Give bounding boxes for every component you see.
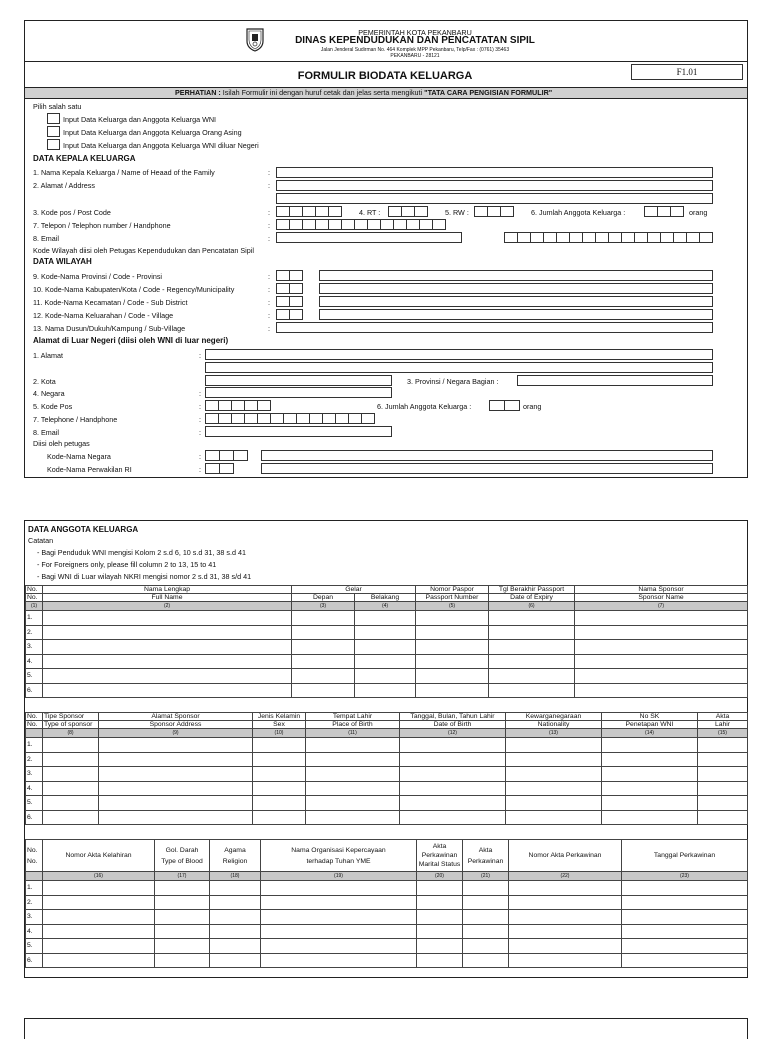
table-row[interactable]: 3. <box>26 640 748 655</box>
kepala-email-label: 8. Email <box>33 234 59 243</box>
table-row[interactable]: 1. <box>26 881 748 896</box>
kabupaten-label: 10. Kode-Nama Kabupaten/Kota / Code - Regency/Municipality <box>33 285 235 294</box>
form-page-3 <box>24 1018 748 1039</box>
col-gol-darah-header: Gol. Darah <box>165 846 199 854</box>
table-row[interactable]: 4. <box>26 924 748 939</box>
option-asing-label: Input Data Keluarga dan Anggota Keluarga Orang Asing <box>63 128 242 137</box>
note-wni-luar: - Bagi WNI di Luar wilayah NKRI mengisi nomor 2 s.d 31, 38 s/d 41 <box>37 572 252 581</box>
luar-alamat-label: 1. Alamat <box>33 351 63 360</box>
kepala-kodepos-input[interactable] <box>277 206 342 217</box>
luar-email-input[interactable] <box>205 426 392 437</box>
form-title: FORMULIR BIODATA KELUARGA <box>297 70 473 82</box>
kepala-alamat-input-2[interactable] <box>276 193 713 204</box>
col-gelar-header: Gelar <box>292 586 416 594</box>
kode-perwakilan-input[interactable] <box>261 463 713 474</box>
rt-label: 4. RT : <box>359 208 381 217</box>
petugas-label: Diisi oleh petugas <box>33 439 90 448</box>
col-tipe-sponsor-header: Tipe Sponsor <box>43 713 99 721</box>
office-address: Jalan Jenderal Sudirman No. 464 Komplek MPP Pekanbaru, Telp/Fax : (0761) 35463 <box>320 47 510 53</box>
col-nama-header: Nama Lengkap <box>43 586 292 594</box>
anggota-table-3: No. No. Nomor Akta Kelahiran Gol. Darah Type of Blood Agama Religion Nama Organisasi Kepercayaan terhadap Tuhan YME Akta Perkawinan Marital Status Akta Perkawinan Nomor Akta Perkawinan Tanggal Perkawinan (16) (17) (18) (19) (20) (21) (22) (23) 1. 2. 3. 4. 5. 6. <box>25 839 748 968</box>
col-belakang-header: Belakang <box>355 594 416 602</box>
kepala-alamat-input[interactable] <box>276 180 713 191</box>
kelurahan-code[interactable] <box>277 309 303 320</box>
provinsi-label: 9. Kode-Nama Provinsi / Code - Provinsi <box>33 272 163 281</box>
table-row[interactable]: 4. <box>26 654 748 669</box>
kode-negara-input[interactable] <box>261 450 713 461</box>
luar-jumlah-input[interactable] <box>490 400 520 411</box>
kepala-telepon-label: 7. Telepon / Telephon number / Handphone <box>33 221 171 230</box>
col-tanggal-lahir-header: Tanggal, Bulan, Tahun Lahir <box>400 713 506 721</box>
kode-perwakilan-code[interactable] <box>206 463 234 474</box>
luar-telepon-label: 7. Telephone / Handphone <box>33 415 118 424</box>
dusun-label: 13. Nama Dusun/Dukuh/Kampung / Sub-Village <box>33 324 186 333</box>
form-page-1: PEMERINTAH KOTA PEKANBARU DINAS KEPENDUDUKAN DAN PENCATATAN SIPIL Jalan Jenderal Sudirman No. 464 Komplek MPP Pekanbaru, Telp/Fax : (0761) 35463 PEKANBARU - 28121 F1.01 FORMULIR BIODATA KELUARGA PERHATIAN : Isilah Formulir ini dengan huruf cetak dan jelas serta mengikuti "TATA CARA PENGISIAN FORMULIR" Pilih salah satu Input Data Keluarga dan Anggota Keluarga WNI Input Data Keluarga dan Anggota Keluarga Orang Asing Input Data Keluarga dan Anggota Keluarga WNI diluar Negeri DATA KEPALA KELUARGA 1. Nama Kepala Keluarga / Name of Heaad of the Family : 2. Alamat / Address : 3. Kode pos / Post Code : 4. RT : 5. RW : 6. Jumlah Anggota Keluarga : orang 7. Telepon / Telephon number / Handphone : 8. Email : Kode Wilayah diisi oleh Petugas Kependudukan dan Pencatatan Sipil DATA WILAYAH 9. Kode-Nama Provinsi / Code - Provinsi : 10. Kode-Nama Kabupaten/Kota / Code - Regency/Municipality : 11. Kode-Nama Kecamatan / Code - Sub District : 12. Kode-Nama Keluarahan / Code - Village : 13. Nama Dusun/Dukuh/Kampung / Sub-Village : Alamat di Luar Negeri (diisi oleh WNI di luar negeri) 1. Alamat : 2. Kota 3. Provinsi / Negara Bagian : 4. Negara : 5. Kode Pos : 6. Jumlah Anggota Keluarga : orang 7. Telephone / Handphone : 8. Email : Diisi oleh petugas Kode-Nama Negara : Kode-Nama Perwakilan RI : <box>24 20 748 478</box>
kepala-nama-input[interactable] <box>276 167 713 178</box>
office-name: DINAS KEPENDUDUKAN DAN PENCATATAN SIPIL <box>295 35 535 46</box>
col-sponsor-header: Nama Sponsor <box>575 586 748 594</box>
gov-name: PEMERINTAH KOTA PEKANBARU <box>358 28 472 37</box>
col-agama-header: Agama <box>224 846 246 854</box>
luar-negara-input[interactable] <box>205 387 392 398</box>
luar-email-label: 8. Email <box>33 428 59 437</box>
kelurahan-label: 12. Kode-Nama Keluarahan / Code - Village <box>33 311 174 320</box>
rw-input[interactable] <box>475 206 514 217</box>
kepala-kode-input[interactable] <box>505 232 713 243</box>
kepala-alamat-label: 2. Alamat / Address <box>33 181 95 190</box>
table-row[interactable]: 6. <box>26 683 748 698</box>
col-tempat-lahir-header: Tempat Lahir <box>306 713 400 721</box>
luar-provinsi-input[interactable] <box>517 375 713 386</box>
luar-jumlah-unit: orang <box>523 402 542 411</box>
col-akta-lahir-header: Akta <box>698 713 748 721</box>
jumlah-label: 6. Jumlah Anggota Keluarga : <box>531 208 626 217</box>
rw-label: 5. RW : <box>445 208 469 217</box>
kepala-email-input[interactable] <box>276 232 462 243</box>
wilayah-heading: DATA WILAYAH <box>33 257 92 266</box>
kepala-heading: DATA KEPALA KELUARGA <box>33 154 136 163</box>
notice-label: PERHATIAN : <box>175 88 221 97</box>
kepala-telepon-input[interactable] <box>277 219 446 230</box>
kabupaten-input[interactable] <box>319 283 713 294</box>
kabupaten-code[interactable] <box>277 283 303 294</box>
col-no-header: No. <box>26 586 43 594</box>
col-akta-perkawinan-header: Akta <box>478 846 493 854</box>
col-organisasi-header: Nama Organisasi Kepercayaan <box>291 846 386 854</box>
table-row[interactable]: 5. <box>26 796 748 811</box>
luar-provinsi-label: 3. Provinsi / Negara Bagian : <box>407 377 499 386</box>
notice-text: Isilah Formulir ini dengan huruf cetak dan jelas serta mengikuti <box>220 88 425 97</box>
option-wni-label: Input Data Keluarga dan Anggota Keluarga WNI <box>63 115 217 124</box>
kelurahan-input[interactable] <box>319 309 713 320</box>
luar-jumlah-label: 6. Jumlah Anggota Keluarga : <box>377 402 472 411</box>
note-foreigner: - For Foreigners only, please fill column 2 to 13, 15 to 41 <box>37 560 217 569</box>
kecamatan-label: 11. Kode-Nama Kecamatan / Code - Sub District <box>33 298 188 307</box>
col-status-perkawinan-header: Akta <box>432 843 447 850</box>
col-akta-kelahiran-header: Nomor Akta Kelahiran <box>43 840 155 872</box>
option-wni-checkbox[interactable] <box>47 113 60 124</box>
luar-kodepos-input[interactable] <box>206 400 271 411</box>
anggota-table-2: No. Tipe Sponsor Alamat Sponsor Jenis Kelamin Tempat Lahir Tanggal, Bulan, Tahun Lahir Kewarganegaraan No SK Akta No. Type of sponsor Sponsor Address Sex Place of Birth Date of Birth Nationality Penetapan WNI Lahir (8) (9) (10) (11) (12) (13) (14) (15) 1. 2. 3. 4. 5. 6. <box>25 712 748 825</box>
anggota-table-1: No. Nama Lengkap Gelar Nomor Paspor Tgl Berakhir Passport Nama Sponsor No. Full Name Depan Belakang Passport Number Date of Expiry Sponsor Name (1) (2) (3) (4) (5) (6) (7) 1. 2. 3. 4. 5. 6. <box>25 585 748 698</box>
table-row[interactable]: 5. <box>26 669 748 684</box>
col-tgl-paspor-header: Tgl Berakhir Passport <box>489 586 575 594</box>
col-nomor-akta-perkawinan-header: Nomor Akta Perkawinan <box>509 840 622 872</box>
table-row[interactable]: 6. <box>26 953 748 968</box>
col-kewarganegaraan-header: Kewarganegaraan <box>506 713 602 721</box>
kepala-nama-label: 1. Nama Kepala Keluarga / Name of Heaad of the Family <box>33 168 215 177</box>
table-row[interactable]: 4. <box>26 781 748 796</box>
rt-input[interactable] <box>389 206 428 217</box>
col-depan-header: Depan <box>292 594 355 602</box>
luar-kodepos-label: 5. Kode Pos <box>33 402 73 411</box>
option-asing-checkbox[interactable] <box>47 126 60 137</box>
city-emblem-icon <box>245 26 265 52</box>
notice-bold: "TATA CARA PENGISIAN FORMULIR" <box>424 88 553 97</box>
luar-kota-label: 2. Kota <box>33 377 56 386</box>
notice-bar <box>25 87 747 99</box>
kode-negara-code[interactable] <box>206 450 248 461</box>
col-sk-header: No SK <box>602 713 698 721</box>
wilayah-note: Kode Wilayah diisi oleh Petugas Kependudukan dan Pencatatan Sipil <box>33 246 254 255</box>
col-paspor-header: Nomor Paspor <box>416 586 489 594</box>
choice-label: Pilih salah satu <box>33 102 82 111</box>
col-jenis-kelamin-header: Jenis Kelamin <box>253 713 306 721</box>
jumlah-unit: orang <box>689 208 708 217</box>
dusun-input[interactable] <box>276 322 713 333</box>
note-wni: - Bagi Penduduk WNI mengisi Kolom 2 s.d 6, 10 s.d 31, 38 s.d 41 <box>37 548 246 557</box>
option-luar-negeri-checkbox[interactable] <box>47 139 60 150</box>
form-code: F1.01 <box>631 64 743 80</box>
table-row[interactable]: 1. <box>26 738 748 753</box>
table-row[interactable]: 2. <box>26 752 748 767</box>
table-row[interactable]: 2. <box>26 625 748 640</box>
kode-perwakilan-label: Kode-Nama Perwakilan RI <box>47 465 132 474</box>
provinsi-code[interactable] <box>277 270 303 281</box>
anggota-heading: DATA ANGGOTA KELUARGA <box>28 525 139 534</box>
jumlah-input[interactable] <box>645 206 684 217</box>
luar-negara-label: 4. Negara <box>33 389 65 398</box>
kecamatan-code[interactable] <box>277 296 303 307</box>
table-row[interactable]: 6. <box>26 810 748 825</box>
table-row[interactable]: 3. <box>26 910 748 925</box>
kode-negara-label: Kode-Nama Negara <box>47 452 111 461</box>
luar-telepon-input[interactable] <box>206 413 375 424</box>
col-alamat-sponsor-header: Alamat Sponsor <box>99 713 253 721</box>
col-tanggal-perkawinan-header: Tanggal Perkawinan <box>622 840 748 872</box>
luar-alamat-input[interactable] <box>205 349 713 360</box>
luar-heading: Alamat di Luar Negeri (diisi oleh WNI di luar negeri) <box>33 336 229 345</box>
table-row[interactable]: 2. <box>26 895 748 910</box>
kecamatan-input[interactable] <box>319 296 713 307</box>
table-row[interactable]: 1. <box>26 611 748 626</box>
table-row[interactable]: 3. <box>26 767 748 782</box>
provinsi-input[interactable] <box>319 270 713 281</box>
luar-alamat-input-2[interactable] <box>205 362 713 373</box>
option-luar-negeri-label: Input Data Keluarga dan Anggota Keluarga WNI diluar Negeri <box>63 141 259 150</box>
kepala-kodepos-label: 3. Kode pos / Post Code <box>33 208 111 217</box>
catatan-label: Catatan <box>28 536 54 545</box>
table-row[interactable]: 5. <box>26 939 748 954</box>
office-city: PEKANBARU - 28121 <box>390 53 440 59</box>
form-page-2 <box>24 520 748 978</box>
luar-kota-input[interactable] <box>205 375 392 386</box>
